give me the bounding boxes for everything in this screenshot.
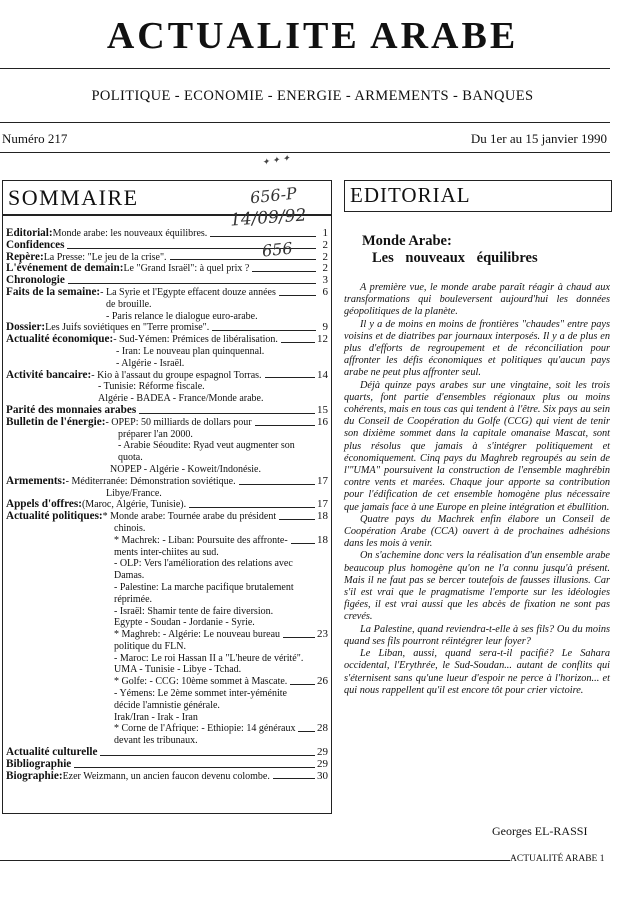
toc-heading: Repère: xyxy=(6,250,44,263)
toc-text: * Corne de l'Afrique: - Ethiopie: 14 généraux xyxy=(114,723,296,735)
toc-heading: Dossier: xyxy=(6,321,46,334)
toc-entry xyxy=(6,606,328,618)
toc-text: réprimée. xyxy=(114,593,153,605)
toc-leader xyxy=(279,519,315,520)
toc-entry xyxy=(6,558,328,570)
toc-text: - Paris relance le dialogue euro-arabe. xyxy=(106,310,258,322)
page-footer: ACTUALITÉ ARABE 1 xyxy=(510,854,605,864)
toc-text: de brouille. xyxy=(106,298,152,310)
toc-text: - OPEP: 50 milliards de dollars pour xyxy=(105,416,252,428)
toc-text: * Golfe: - CCG: 10ème sommet à Mascate. xyxy=(114,676,288,688)
library-stamp: ✦ ✦ ✦ xyxy=(261,153,292,169)
toc-entry xyxy=(6,381,328,393)
toc-text: Monde arabe: les nouveaux équilibres. xyxy=(52,228,208,239)
masthead-title: ACTUALITE ARABE xyxy=(106,15,519,57)
handwritten-number: 656 xyxy=(261,238,294,261)
toc-entry xyxy=(6,334,328,346)
toc-text: * Maghreb: - Algérie: Le nouveau bureau xyxy=(114,629,281,641)
issue-dates: Du 1er au 15 janvier 1990 xyxy=(470,131,607,146)
toc-text: - Maroc: Le roi Hassan II a "L'heure de vérité". xyxy=(114,652,304,664)
toc-heading: Armements: xyxy=(6,474,66,487)
toc-heading: Bulletin de l'énergie: xyxy=(6,415,106,428)
toc-leader xyxy=(212,330,316,331)
toc-page-number: 23 xyxy=(317,628,328,641)
toc-heading: Actualité politiques: xyxy=(6,510,103,523)
toc-entry xyxy=(6,547,328,559)
toc-entry xyxy=(6,429,328,441)
toc-text: Le "Grand Israël": à quel prix ? xyxy=(123,263,250,275)
toc-text: - Sud-Yémen: Prémices de libéralisation. xyxy=(113,334,278,346)
toc-entry xyxy=(6,370,328,382)
toc-entry xyxy=(6,759,328,771)
editorial-signature: Georges EL-RASSI xyxy=(492,824,588,838)
toc-text: Algérie - BADEA - France/Monde arabe. xyxy=(98,393,264,405)
toc-leader xyxy=(281,342,315,343)
toc-text: chinois. xyxy=(114,522,146,534)
toc-page-number: 29 xyxy=(317,746,328,759)
toc-leader xyxy=(255,425,315,426)
toc-leader xyxy=(273,778,315,779)
footer-rule xyxy=(0,860,510,861)
toc-entry xyxy=(6,464,328,476)
editorial-paragraph: Il y a de moins en moins de frontières "chaudes" entre pays voisins et de diatribes par journaux interposés. Il y a de plus en plus d'efforts de regroupement et de réconciliation pour affronter les défis économiques et politiques qu'aucun pays arabe ne peut plus affronter seul. xyxy=(344,318,610,379)
toc-text: Damas. xyxy=(114,570,145,582)
toc-leader xyxy=(279,295,316,296)
toc-page-number: 2 xyxy=(322,262,328,275)
toc-text: Egypte - Soudan - Jordanie - Syrie. xyxy=(114,617,255,629)
editorial-paragraph: Quatre pays du Machrek enfin élabore un Conseil de Coopération Arabe (CCA) ouvert à de prochaines adhésions dans les mois à venir. xyxy=(344,513,610,550)
toc-heading: Parité des monnaies arabes xyxy=(6,403,137,416)
toc-leader xyxy=(239,484,315,485)
issue-number: Numéro 217 xyxy=(2,131,68,146)
toc-page-number: 18 xyxy=(317,510,328,523)
toc-leader xyxy=(210,236,316,237)
toc-text: Libye/France. xyxy=(106,487,162,499)
toc-leader xyxy=(68,283,316,284)
toc-heading: L'événement de demain: xyxy=(6,262,124,275)
toc-entry xyxy=(6,712,328,724)
editorial-paragraph: La Palestine, quand reviendra-t-elle à ses fils? Ou du moins quand ses fils pourront réintégrer leur foyer? xyxy=(344,623,610,647)
editorial-headline: Monde Arabe: xyxy=(362,233,452,249)
toc-text: - Kio à l'assaut du groupe espagnol Torras. xyxy=(91,369,262,381)
toc-text: préparer l'an 2000. xyxy=(118,428,193,440)
toc-page-number: 16 xyxy=(317,415,328,428)
toc-entry xyxy=(6,641,328,653)
toc-text: Ezer Weizmann, un ancien faucon devenu colombe. xyxy=(62,770,270,782)
toc-entry xyxy=(6,771,328,783)
toc-entry xyxy=(6,346,328,358)
toc-text: (Maroc, Algérie, Tunisie). xyxy=(81,499,187,511)
editorial-paragraph: On s'achemine donc vers la réalisation d'un ensemble arabe beaucoup plus homogène qu'on ne l'a connu jusqu'à présent. Mais il ne faut pas se bercer toutefois de fausses illusions. Car s'il est vrai que le pragmatisme l'emporte sur les idéologies figées, il est vrai aussi que les abcès de fixation ne sont pas crevés. xyxy=(344,550,610,623)
toc-entry xyxy=(6,511,328,523)
editorial-paragraph: Déjà quinze pays arabes sur une vingtaine, soit les trois quarts, font partie d'ensembles régionaux plus ou moins cohérents, mais en tous cas qui tendent à l'être. Six pays au sein du Conseil de Coopération du Golfe (CCG) qui vient de tenir son dixième sommet dans la capitale omanaise Mascat, sont plus résolus que jamais à s'intégrer politiquement et économiquement. Cinq pays du Maghreb regroupés au sein de l'"UMA" poursuivent la construction de l'ensemble maghrébin contre vents et marées. Chaque jour apporte sa contribution pour l'édification de cet ensemble homogène plus nécessaire que jamais face à une Europe en pleine intégration et ébullition. xyxy=(344,379,610,513)
toc-entry xyxy=(6,452,328,464)
toc-entry xyxy=(6,476,328,488)
toc-text: quota. xyxy=(118,452,143,464)
toc-text: - Israël: Shamir tente de faire diversion. xyxy=(114,605,274,617)
toc-text: politique du FLN. xyxy=(114,640,186,652)
toc-leader xyxy=(298,731,315,732)
toc-heading: Editorial: xyxy=(6,227,53,239)
editorial-subheadline: Les nouveaux équilibres xyxy=(372,250,538,266)
toc-text: Les Juifs soviétiques en "Terre promise". xyxy=(45,322,210,334)
toc-entry xyxy=(6,688,328,700)
toc-page-number: 28 xyxy=(317,722,328,735)
toc-leader xyxy=(74,767,315,768)
toc-page-number: 26 xyxy=(317,675,328,688)
toc-text: - Palestine: La marche pacifique brutalement xyxy=(114,581,294,593)
toc-entry xyxy=(6,311,328,323)
toc-text: décide l'amnistie générale. xyxy=(114,699,220,711)
toc-page-number: 12 xyxy=(317,333,328,346)
toc-entry xyxy=(6,417,328,429)
toc-text: - Iran: Le nouveau plan quinquennal. xyxy=(116,345,265,357)
toc-entry xyxy=(6,723,328,735)
toc-leader xyxy=(189,507,315,508)
toc-entry xyxy=(6,440,328,452)
toc-text: * Machrek: - Liban: Poursuite des affronte- xyxy=(114,534,288,546)
toc-heading: Biographie: xyxy=(6,769,63,782)
toc-heading: Actualité économique: xyxy=(6,333,114,346)
table-of-contents xyxy=(6,228,328,782)
toc-text: - Yémens: Le 2ème sommet inter-yéménite xyxy=(114,688,287,700)
toc-entry xyxy=(6,299,328,311)
editorial-body xyxy=(344,282,610,697)
toc-page-number: 29 xyxy=(317,757,328,770)
toc-entry xyxy=(6,523,328,535)
toc-text: devant les tribunaux. xyxy=(114,735,198,747)
toc-leader xyxy=(265,377,315,378)
toc-leader xyxy=(291,543,315,544)
toc-heading: Appels d'offres: xyxy=(6,498,82,511)
toc-page-number: 3 xyxy=(322,274,328,287)
subtitle-rule xyxy=(0,122,610,123)
toc-text: - Arabie Séoudite: Ryad veut augmenter son xyxy=(118,440,295,452)
toc-page-number: 6 xyxy=(322,285,328,298)
masthead-subtitle: POLITIQUE - ECONOMIE - ENERGIE - ARMEMENTS - BANQUES xyxy=(91,88,534,104)
toc-entry xyxy=(6,570,328,582)
toc-entry xyxy=(6,676,328,688)
editorial-title: EDITORIAL xyxy=(350,183,471,207)
toc-text: - Tunisie: Réforme fiscale. xyxy=(98,381,205,393)
handwritten-date: 14/09/92 xyxy=(229,205,307,231)
toc-entry xyxy=(6,405,328,417)
toc-text: - OLP: Vers l'amélioration des relations avec xyxy=(114,558,293,570)
toc-text: UMA - Tunisie - Libye - Tchad. xyxy=(114,664,242,676)
masthead-rule xyxy=(0,68,610,69)
toc-heading: Chronologie xyxy=(6,274,65,287)
editorial-paragraph: A première vue, le monde arabe paraît réagir à chaud aux transformations qui bouleversent aujourd'hui les données géopolitiques de la planète. xyxy=(344,282,610,318)
handwritten-reference: 656-P xyxy=(249,183,298,208)
toc-page-number: 1 xyxy=(322,227,328,239)
toc-page-number: 17 xyxy=(317,474,328,487)
toc-text: ments inter-chiites au sud. xyxy=(114,546,219,558)
toc-entry xyxy=(6,664,328,676)
toc-entry xyxy=(6,287,328,299)
toc-entry xyxy=(6,700,328,712)
toc-page-number: 17 xyxy=(317,498,328,511)
toc-leader xyxy=(100,755,315,756)
toc-entry xyxy=(6,582,328,594)
toc-entry xyxy=(6,617,328,629)
toc-heading: Actualité culturelle xyxy=(6,746,98,759)
toc-entry xyxy=(6,594,328,606)
toc-page-number: 9 xyxy=(322,321,328,334)
toc-text: - Algérie - Israël. xyxy=(116,357,185,369)
toc-page-number: 2 xyxy=(322,238,328,251)
sommaire-title: SOMMAIRE xyxy=(8,185,139,210)
toc-leader xyxy=(290,684,315,685)
toc-heading: Activité bancaire: xyxy=(6,368,92,381)
toc-text: - Méditerranée: Démonstration soviétique. xyxy=(65,475,236,487)
toc-page-number: 2 xyxy=(322,250,328,263)
toc-leader xyxy=(139,413,315,414)
toc-entry xyxy=(6,653,328,665)
toc-heading: Faits de la semaine: xyxy=(6,285,101,298)
toc-leader xyxy=(252,271,316,272)
toc-page-number: 30 xyxy=(317,769,328,782)
toc-entry xyxy=(6,629,328,641)
toc-page-number: 15 xyxy=(317,403,328,416)
toc-text: - La Syrie et l'Egypte effacent douze années xyxy=(100,286,276,298)
toc-text: * Monde arabe: Tournée arabe du président xyxy=(102,511,277,523)
toc-text: Irak/Iran - Irak - Iran xyxy=(114,711,198,723)
toc-text: La Presse: "Le jeu de la crise". xyxy=(43,251,167,263)
toc-leader xyxy=(170,259,316,260)
toc-heading: Confidences xyxy=(6,238,65,251)
header-rule xyxy=(0,152,610,153)
toc-page-number: 18 xyxy=(317,533,328,546)
toc-page-number: 14 xyxy=(317,368,328,381)
toc-leader xyxy=(283,637,315,638)
toc-heading: Bibliographie xyxy=(6,757,72,770)
editorial-paragraph: Le Liban, aussi, quand sera-t-il pacifié? Le Sahara occidental, l'Erythrée, le Sud-Soudan... autant de conflits qui s'éternisent sans qu'une lueur d'espoir ne perce à l'horizon... et qui nous rappellent qu'il est encore tôt pour crier victoire. xyxy=(344,648,610,696)
toc-entry xyxy=(6,535,328,547)
toc-entry xyxy=(6,358,328,370)
toc-text: NOPEP - Algérie - Koweit/Indonésie. xyxy=(110,463,261,475)
